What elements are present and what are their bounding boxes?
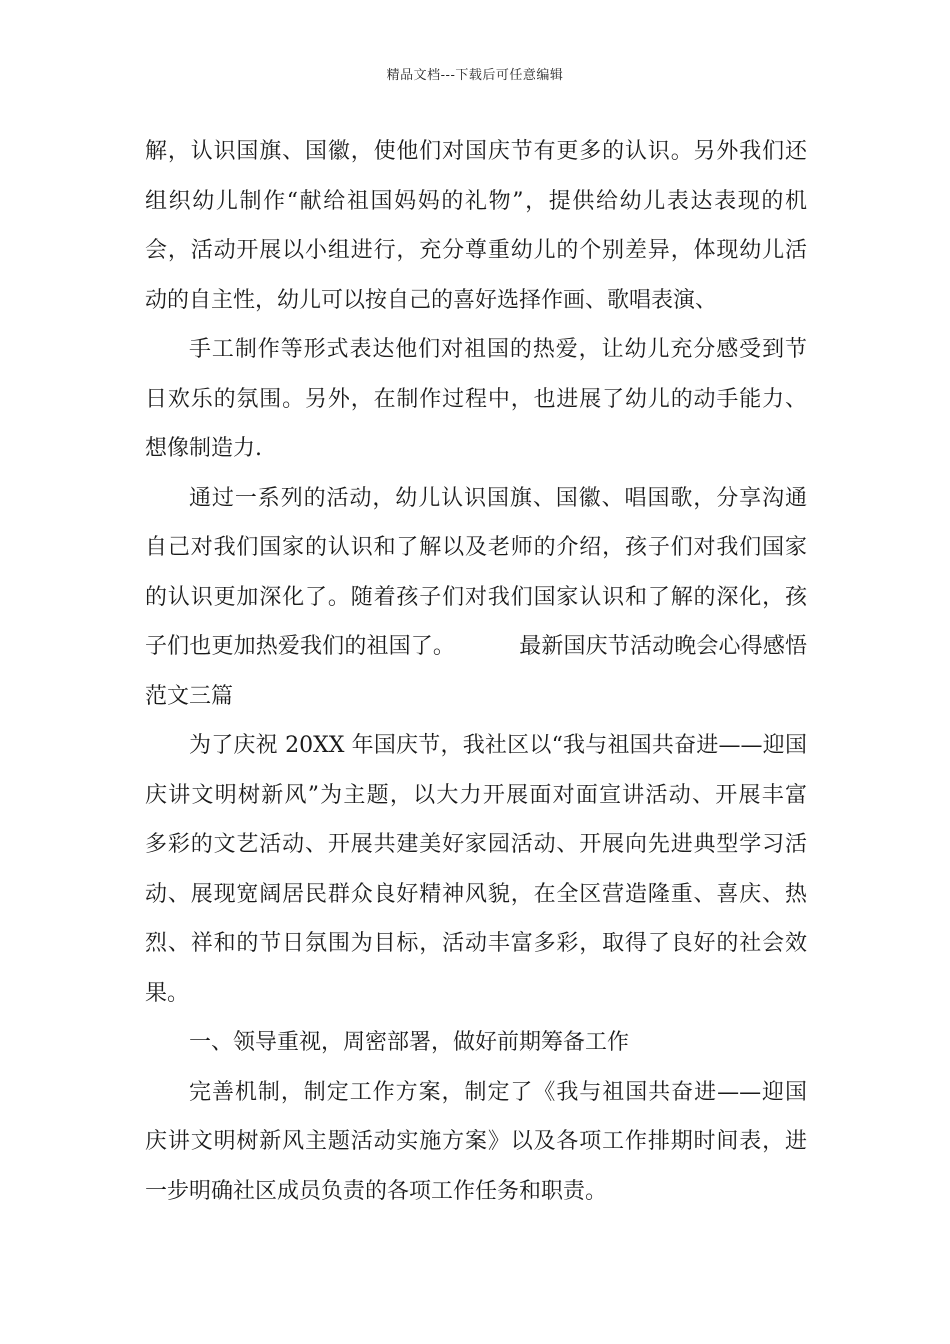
paragraph-line: 通过一系列的活动，幼儿认识国旗、国徽、唱国歌，分享沟通	[189, 485, 807, 511]
section-heading: 一、领导重视，周密部署，做好前期筹备工作	[189, 1030, 630, 1055]
paragraph-line: 完善机制，制定工作方案，制定了《我与祖国共奋进——迎国	[189, 1079, 807, 1105]
paragraph-line: 会，活动开展以小组进行，充分尊重幼儿的个别差异，体现幼儿活	[145, 238, 807, 263]
paragraph-line: 多彩的文艺活动、开展共建美好家园活动、开展向先进典型学习活	[145, 832, 807, 857]
paragraph-line: 动、展现宽阔居民群众良好精神风貌，在全区营造隆重、喜庆、热	[145, 881, 807, 907]
paragraph-line: 动的自主性，幼儿可以按自己的喜好选择作画、歌唱表演、	[145, 287, 718, 313]
paragraph-line: 解，认识国旗、国徽，使他们对国庆节有更多的认识。另外我们还	[145, 139, 807, 164]
paragraph-line: 庆讲文明树新风主题活动实施方案》以及各项工作排期时间表，进	[145, 1129, 807, 1154]
mixed-line	[145, 622, 807, 672]
article-title-part2: 范文三篇	[145, 683, 234, 709]
paragraph-line: 为了庆祝 20XX 年国庆节，我社区以“我与祖国共奋进——迎国	[189, 733, 807, 758]
paragraph-line: 自己对我们国家的认识和了解以及老师的介绍，孩子们对我们国家	[145, 535, 807, 560]
paragraph-line-end: 子们也更加热爱我们的祖国了。	[145, 634, 456, 659]
paragraph-line: 果。	[145, 980, 190, 1006]
paragraph-line: 日欢乐的氛围。另外，在制作过程中，也进展了幼儿的动手能力、	[145, 386, 807, 412]
paragraph-line: 烈、祥和的节日氛围为目标，活动丰富多彩，取得了良好的社会效	[145, 931, 807, 956]
paragraph-line: 组织幼儿制作“献给祖国妈妈的礼物”，提供给幼儿表达表现的机	[145, 188, 807, 214]
page-header: 精品文档---下载后可任意编辑	[386, 68, 564, 83]
paragraph-line: 庆讲文明树新风”为主题，以大力开展面对面宣讲活动、开展丰富	[145, 782, 807, 808]
article-title-part1: 最新国庆节活动晚会心得感悟	[519, 634, 807, 659]
document-body	[145, 127, 807, 1216]
paragraph-line: 手工制作等形式表达他们对祖国的热爱，让幼儿充分感受到节	[189, 337, 807, 362]
paragraph-line: 想像制造力.	[145, 436, 262, 461]
paragraph-line: 的认识更加深化了。随着孩子们对我们国家认识和了解的深化，孩	[145, 584, 807, 610]
paragraph-line: 一步明确社区成员负责的各项工作任务和职责。	[145, 1178, 608, 1204]
